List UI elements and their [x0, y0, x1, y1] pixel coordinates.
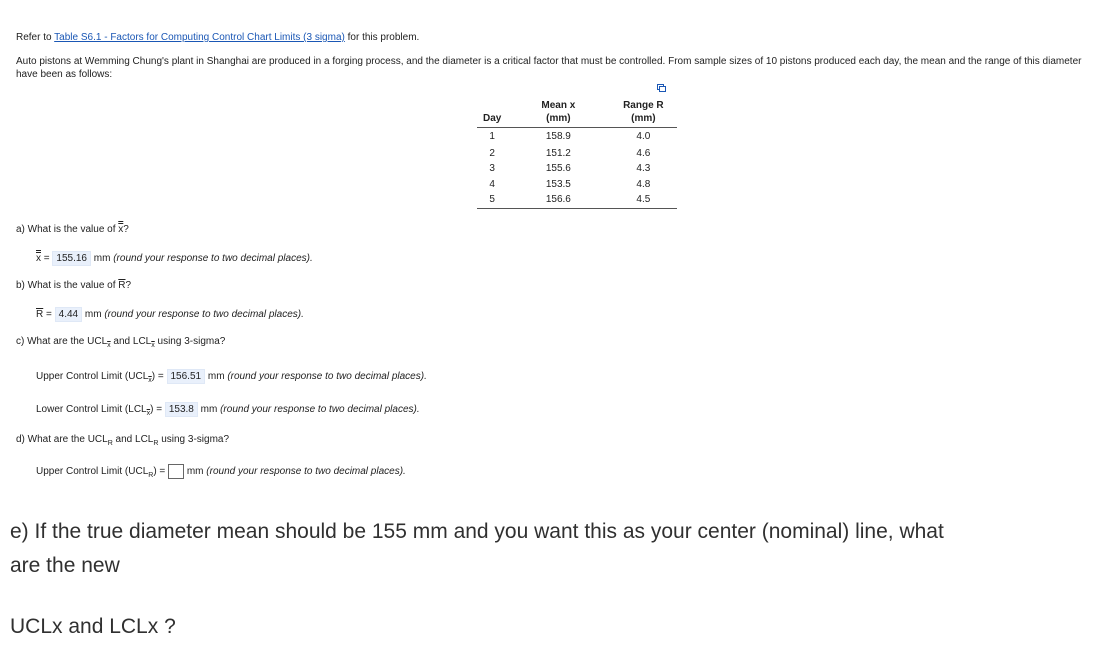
- subscript-x-bar: x: [151, 342, 155, 349]
- answer-a-value[interactable]: 155.16: [52, 251, 91, 266]
- subscript-r: R: [148, 472, 154, 480]
- question-b-suffix: ?: [125, 280, 132, 291]
- answer-c-lcl-row: [36, 402, 420, 420]
- cell-range: 4.8: [636, 178, 651, 190]
- unit-mm: mm: [197, 404, 221, 415]
- unit-mm: mm: [91, 253, 114, 264]
- cell-range: 4.6: [636, 147, 651, 159]
- question-c: [16, 335, 225, 352]
- cell-mean: 156.6: [507, 192, 609, 208]
- cell-mean: 155.6: [545, 163, 571, 174]
- table-header-row: [477, 97, 677, 128]
- rounding-hint: (round your response to two decimal places).: [206, 466, 406, 478]
- question-c-mid: and LCL: [110, 336, 152, 347]
- answer-c-ucl-value[interactable]: 156.51: [167, 369, 206, 384]
- cell-range: 4.0: [636, 131, 651, 142]
- rounding-hint: (round your response to two decimal places).: [227, 371, 427, 382]
- subscript-r: R: [153, 440, 159, 447]
- subscript-x-bar: x: [146, 410, 151, 417]
- question-c-prefix: c) What are the UCL: [16, 336, 108, 347]
- table-row: [477, 192, 677, 208]
- question-b-prefix: b) What is the value of: [16, 280, 119, 291]
- unit-mm: mm: [82, 309, 105, 320]
- ucl-r-label: Upper Control Limit (UCL: [36, 466, 149, 478]
- rounding-hint: (round your response to two decimal places).: [220, 404, 420, 415]
- question-d: [16, 433, 229, 450]
- x-double-bar-label: x: [36, 253, 41, 264]
- header-day: Day: [477, 97, 507, 128]
- answer-b-row: [36, 307, 304, 322]
- refer-suffix: for this problem.: [344, 32, 420, 43]
- table-s6-1-link[interactable]: Table S6.1 - Factors for Computing Control Chart Limits (3 sigma): [54, 32, 345, 43]
- problem-description: Auto pistons at Wemming Chung's plant in Shanghai are produced in a forging process, and the diameter is a critical factor that must be controlled. From sample sizes of 10 pistons produced each day, the mean and the range of this diameter have been as follows:: [16, 56, 1082, 80]
- equals: ) =: [150, 404, 165, 415]
- equals: =: [43, 309, 55, 320]
- answer-d-ucl-row: [36, 464, 406, 482]
- header-range-line2: (mm): [631, 113, 656, 124]
- rounding-hint: (round your response to two decimal places).: [104, 309, 304, 320]
- question-a-prefix: a) What is the value of: [16, 224, 119, 235]
- lcl-x-label: Lower Control Limit (LCL: [36, 404, 147, 415]
- answer-d-ucl-input[interactable]: [168, 464, 184, 479]
- ucl-x-label: Upper Control Limit (UCL: [36, 371, 149, 382]
- header-range-line1: Range R: [623, 100, 664, 111]
- question-b: [16, 279, 131, 292]
- intro-refer-line: [16, 31, 419, 44]
- equals: =: [41, 253, 53, 264]
- r-bar-symbol: $\overline{R}$: [118, 280, 126, 291]
- subscript-x-bar: x: [148, 377, 152, 384]
- x-double-bar-symbol: x: [118, 224, 124, 235]
- question-a-suffix: ?: [123, 224, 129, 235]
- answer-c-lcl-value[interactable]: 153.8: [165, 402, 198, 417]
- table-row: [477, 128, 677, 146]
- header-mean-line1: Mean x: [541, 100, 576, 111]
- cell-range: 4.5: [609, 192, 677, 208]
- cell-mean: 151.2: [545, 147, 571, 159]
- subscript-r: R: [107, 440, 113, 447]
- rounding-hint: (round your response to two decimal places).: [113, 253, 313, 264]
- equals: ) =: [153, 466, 169, 478]
- cell-day: 3: [489, 163, 495, 174]
- equals: ) =: [151, 371, 167, 382]
- question-d-suffix: using 3-sigma?: [158, 434, 230, 445]
- question-d-prefix: d) What are the UCL: [16, 434, 108, 445]
- followup-question: [10, 515, 1105, 583]
- header-mean-line2: (mm): [546, 113, 571, 124]
- refer-prefix: Refer to: [16, 32, 55, 43]
- cell-day: 4: [489, 178, 495, 190]
- followup-line-1: e) If the true diameter mean should be 155 mm and you want this as your center (nominal) line, what: [10, 520, 944, 543]
- followup-line-3: UCLx and LCLx ?: [10, 615, 176, 638]
- unit-mm: mm: [184, 466, 207, 478]
- followup-line-2: are the new: [10, 554, 120, 577]
- table-row: [477, 161, 677, 177]
- question-d-mid: and LCL: [112, 434, 154, 445]
- table-row: [477, 146, 677, 162]
- unit-mm: mm: [205, 371, 228, 382]
- cell-day: 5: [477, 192, 507, 208]
- cell-day: 1: [489, 131, 495, 142]
- r-bar-label: $\overline{R}$: [36, 309, 44, 320]
- subscript-x-bar: x: [107, 342, 111, 349]
- header-range: [609, 97, 677, 128]
- cell-mean: 158.9: [545, 131, 571, 142]
- answer-a-row: [36, 251, 313, 266]
- answer-b-value[interactable]: 4.44: [55, 307, 82, 322]
- header-mean: [507, 97, 609, 128]
- cell-mean: 153.5: [545, 178, 571, 190]
- cell-day: 2: [489, 147, 495, 159]
- table-row: [477, 177, 677, 193]
- answer-c-ucl-row: [36, 369, 427, 387]
- copy-icon[interactable]: [657, 84, 666, 92]
- cell-range: 4.3: [636, 163, 651, 174]
- question-a: [16, 223, 129, 236]
- data-table: [477, 97, 677, 209]
- question-c-suffix: using 3-sigma?: [154, 336, 226, 347]
